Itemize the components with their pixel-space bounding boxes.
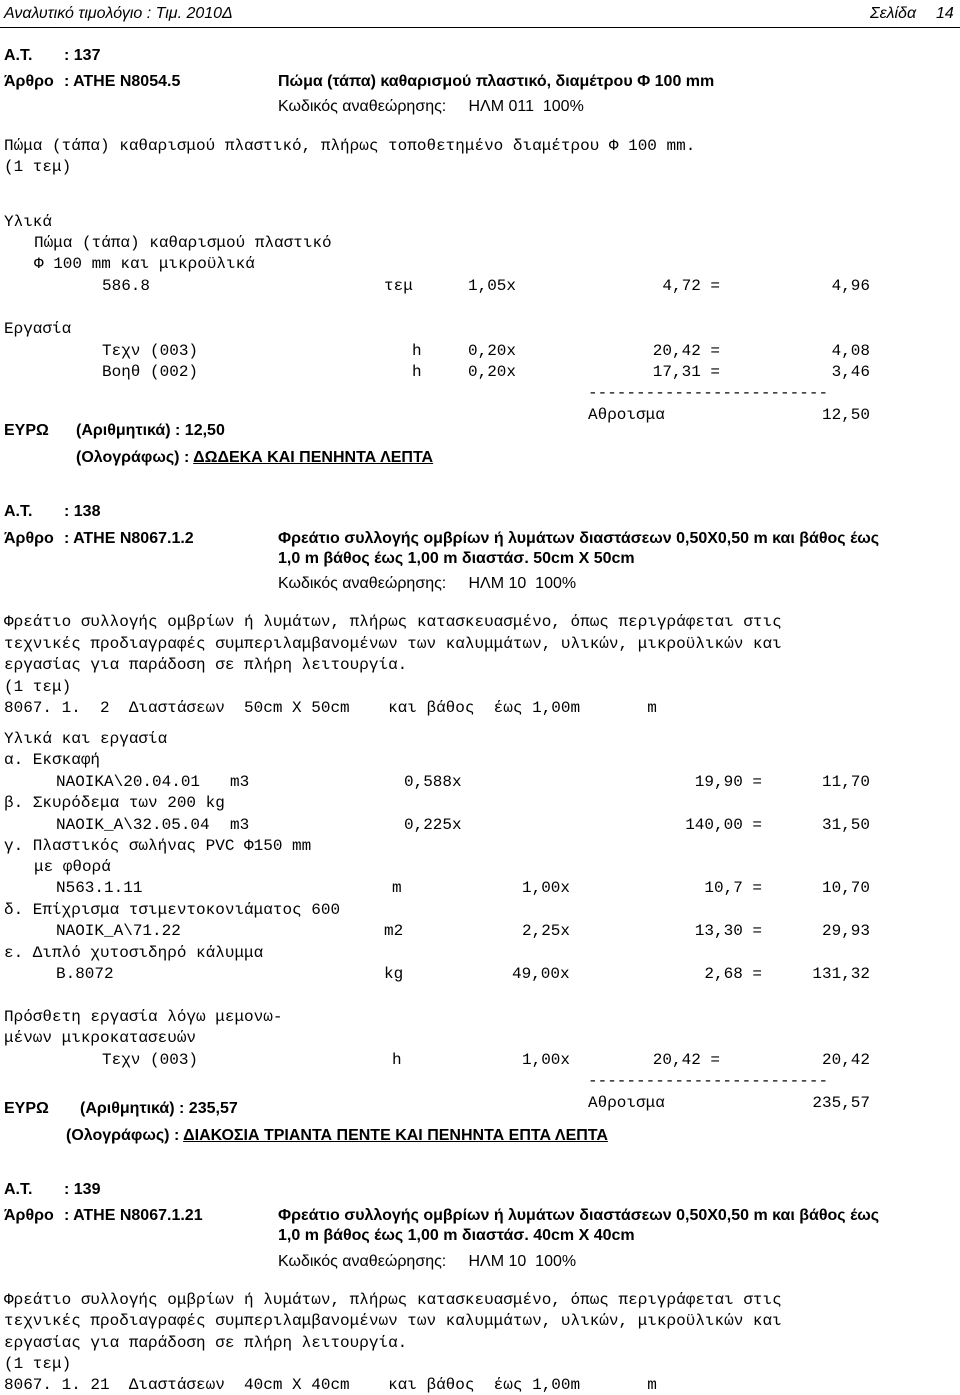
description-line: (1 τεμ) [4, 678, 72, 696]
at-value: : 137 [64, 47, 101, 64]
component-unit: m [392, 879, 402, 897]
description-line: (1 τεμ) [4, 1355, 72, 1373]
labor-total: 4,08 [831, 342, 870, 360]
currency-label: ΕΥΡΩ [4, 1100, 49, 1117]
component-total: 31,50 [821, 816, 870, 834]
component-code: B.8072 [56, 965, 114, 983]
price-numeric: (Αριθμητικά) : 12,50 [76, 422, 225, 439]
sum-label: Αθροισμα [588, 406, 665, 424]
component-total: 10,70 [821, 879, 870, 897]
arthro-label: Άρθρο [4, 530, 54, 547]
revision-code: Κωδικός αναθεώρησης: ΗΛΜ 10 100% [278, 1253, 577, 1270]
section-heading: Εργασία [4, 320, 72, 338]
price-in-words [76, 448, 433, 468]
at-value: : 138 [64, 503, 101, 520]
component-total: 11,70 [821, 773, 870, 791]
arthro-value: : ΑΤΗΕ Ν8067.1.21 [64, 1207, 203, 1224]
component-code: ΝΑΟΙΚ_Α\32.05.04 [56, 816, 210, 834]
material-price: 4,72 = [662, 277, 720, 295]
component-qty: 0,588x [404, 773, 462, 791]
extra-work-label: μένων μικροκατασευών [4, 1029, 197, 1047]
labor-price: 20,42 = [652, 1051, 720, 1069]
labor-unit: h [412, 363, 422, 381]
extra-work-label: Πρόσθετη εργασία λόγω μεμονω- [4, 1008, 283, 1026]
currency-label: ΕΥΡΩ [4, 422, 49, 439]
description-line: 8067. 1. 2 Διαστάσεων 50cm X 50cm και βάθος έως 1,00m m [4, 699, 657, 717]
component-price: 10,7 = [704, 879, 762, 897]
labor-total: 3,46 [831, 363, 870, 381]
price-in-words-label: (Ολογράφως) : [66, 1127, 184, 1144]
arthro-value: : ΑΤΗΕ Ν8054.5 [64, 73, 181, 90]
sum-label: Αθροισμα [588, 1094, 665, 1112]
labor-name: Τεχν (003) [102, 1051, 199, 1069]
revision-code: Κωδικός αναθεώρησης: ΗΛΜ 10 100% [278, 575, 577, 592]
component-price: 2,68 = [704, 965, 762, 983]
material-name: Πώμα (τάπα) καθαρισμού πλαστικό [34, 234, 332, 252]
item-title: 1,0 m βάθος έως 1,00 m διαστάσ. 40cm X 40cm [278, 1227, 635, 1244]
item-title: Πώμα (τάπα) καθαρισμού πλαστικό, διαμέτρου Φ 100 mm [278, 73, 715, 90]
component-unit: m2 [384, 922, 404, 940]
header-title: Αναλυτικό τιμολόγιο : Τιμ. 2010Δ [4, 5, 233, 22]
component-name: δ. Επίχρισμα τσιμεντοκονιάματος 600 [4, 901, 341, 919]
arthro-value: : ΑΤΗΕ Ν8067.1.2 [64, 530, 194, 547]
component-total: 131,32 [812, 965, 870, 983]
item-title: 1,0 m βάθος έως 1,00 m διαστάσ. 50cm X 50cm [278, 550, 635, 567]
component-name: με φθορά [34, 858, 111, 876]
at-label: Α.Τ. [4, 503, 33, 520]
section-heading: Υλικά [4, 213, 53, 231]
labor-name: Τεχν (003) [102, 342, 199, 360]
component-qty: 1,00x [522, 879, 571, 897]
description-line: τεχνικές προδιαγραφές συμπεριλαμβανομένων των καλυμμάτων, υλικών, μικροϋλικών και [4, 1312, 782, 1330]
material-unit: τεμ [384, 277, 413, 295]
description-line: Φρεάτιο συλλογής ομβρίων ή λυμάτων, πλήρως κατασκευασμένο, όπως περιγράφεται στις [4, 613, 782, 631]
component-qty: 0,225x [404, 816, 462, 834]
labor-qty: 0,20x [468, 342, 517, 360]
description-line: τεχνικές προδιαγραφές συμπεριλαμβανομένων των καλυμμάτων, υλικών, μικροϋλικών και [4, 635, 782, 653]
component-name: ε. Διπλό χυτοσιδηρό κάλυμμα [4, 944, 264, 962]
component-unit: m3 [230, 773, 250, 791]
item-title: Φρεάτιο συλλογής ομβρίων ή λυμάτων διαστάσεων 0,50Χ0,50 m και βάθος έως [278, 530, 880, 547]
price-in-words [66, 1126, 608, 1146]
description-line: (1 τεμ) [4, 158, 72, 176]
header-rule [0, 27, 960, 28]
header-page-label: Σελίδα [870, 5, 917, 22]
labor-name: Βοηθ (002) [102, 363, 199, 381]
material-code: 586.8 [102, 277, 151, 295]
component-price: 140,00 = [685, 816, 762, 834]
labor-qty: 1,00x [522, 1051, 571, 1069]
component-price: 19,90 = [694, 773, 762, 791]
sum-value: 235,57 [812, 1094, 870, 1112]
component-qty: 49,00x [512, 965, 570, 983]
component-total: 29,93 [821, 922, 870, 940]
price-numeric: (Αριθμητικά) : 235,57 [80, 1100, 238, 1117]
at-label: Α.Τ. [4, 1181, 33, 1198]
total-separator: ------------------------- [588, 1072, 829, 1090]
component-code: N563.1.11 [56, 879, 143, 897]
component-name: α. Εκσκαφή [4, 751, 101, 769]
description-line: εργασίας για παράδοση σε πλήρη λειτουργία. [4, 656, 408, 674]
header-page-number: 14 [936, 5, 954, 22]
component-name: γ. Πλαστικός σωλήνας PVC Φ150 mm [4, 837, 312, 855]
labor-total: 20,42 [821, 1051, 870, 1069]
component-unit: kg [384, 965, 404, 983]
labor-unit: h [392, 1051, 402, 1069]
revision-code: Κωδικός αναθεώρησης: ΗΛΜ 011 100% [278, 98, 584, 115]
component-code: ΝΑΟΙΚΑ\20.04.01 [56, 773, 201, 791]
section-heading: Υλικά και εργασία [4, 730, 168, 748]
total-separator: ------------------------- [588, 384, 829, 402]
component-price: 13,30 = [694, 922, 762, 940]
material-qty: 1,05x [468, 277, 517, 295]
description-line: Πώμα (τάπα) καθαρισμού πλαστικό, πλήρως τοποθετημένο διαμέτρου Φ 100 mm. [4, 137, 696, 155]
component-qty: 2,25x [522, 922, 571, 940]
price-in-words-value: ΔΩΔΕΚΑ ΚΑΙ ΠΕΝΗΝΤΑ ΛΕΠΤΑ [193, 449, 434, 466]
labor-price: 20,42 = [652, 342, 720, 360]
sum-value: 12,50 [821, 406, 870, 424]
component-name: β. Σκυρόδεμα των 200 kg [4, 794, 225, 812]
at-value: : 139 [64, 1181, 101, 1198]
description-line: Φρεάτιο συλλογής ομβρίων ή λυμάτων, πλήρως κατασκευασμένο, όπως περιγράφεται στις [4, 1291, 782, 1309]
price-in-words-label: (Ολογράφως) : [76, 449, 194, 466]
at-label: Α.Τ. [4, 47, 33, 64]
component-unit: m3 [230, 816, 250, 834]
price-in-words-value: ΔΙΑΚΟΣΙΑ ΤΡΙΑΝΤΑ ΠΕΝΤΕ ΚΑΙ ΠΕΝΗΝΤΑ ΕΠΤΑ ΛΕΠΤΑ [183, 1127, 608, 1144]
arthro-label: Άρθρο [4, 73, 54, 90]
material-name: Φ 100 mm και μικροϋλικά [34, 255, 255, 273]
item-title: Φρεάτιο συλλογής ομβρίων ή λυμάτων διαστάσεων 0,50Χ0,50 m και βάθος έως [278, 1207, 880, 1224]
component-code: ΝΑΟΙΚ_Α\71.22 [56, 922, 181, 940]
labor-price: 17,31 = [652, 363, 720, 381]
description-line: εργασίας για παράδοση σε πλήρη λειτουργία. [4, 1334, 408, 1352]
arthro-label: Άρθρο [4, 1207, 54, 1224]
description-line: 8067. 1. 21 Διαστάσεων 40cm X 40cm και βάθος έως 1,00m m [4, 1376, 657, 1394]
labor-qty: 0,20x [468, 363, 517, 381]
material-total: 4,96 [831, 277, 870, 295]
labor-unit: h [412, 342, 422, 360]
